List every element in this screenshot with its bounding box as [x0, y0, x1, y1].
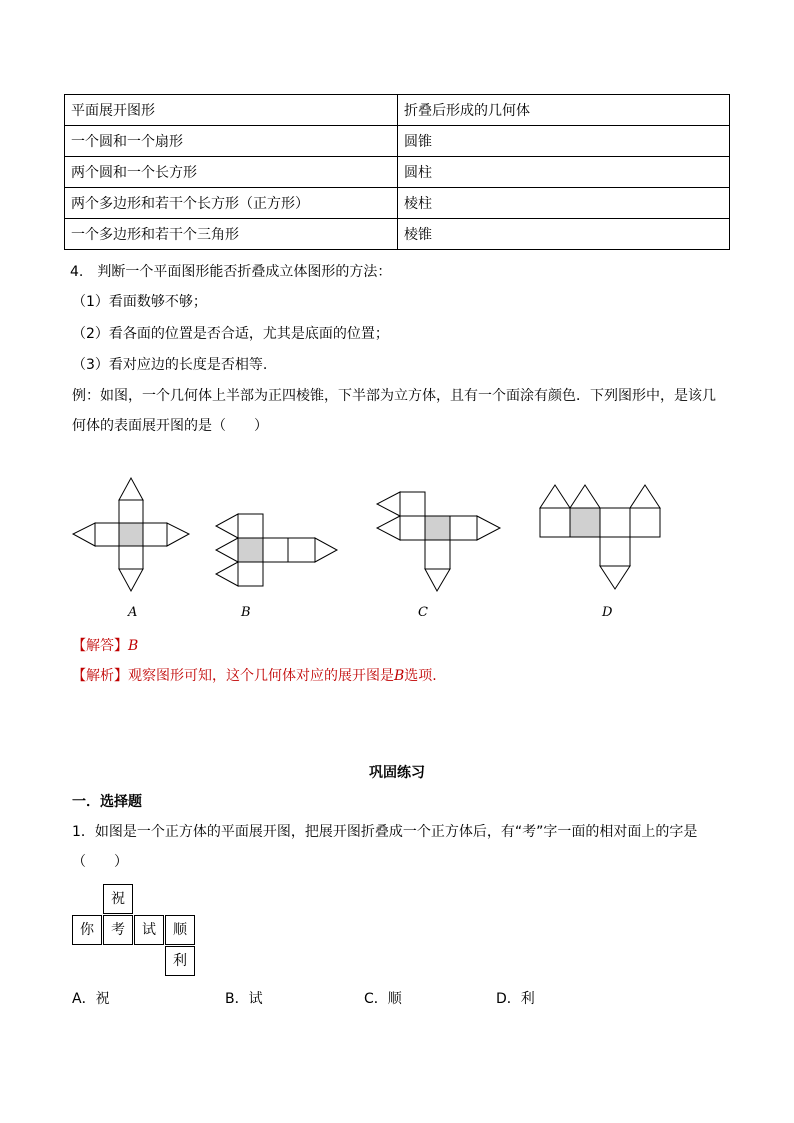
table-cell: 圆柱 — [398, 157, 730, 188]
cube-face-top: 祝 — [103, 884, 133, 914]
table-cell: 折叠后形成的几何体 — [398, 95, 730, 126]
net-d — [540, 485, 660, 589]
analysis-tag: 【解析】 — [72, 668, 128, 684]
table-cell: 两个圆和一个长方形 — [65, 157, 398, 188]
answer-tag: 【解答】 — [72, 638, 128, 654]
method-item: （2）看各面的位置是否合适，尤其是底面的位置； — [72, 326, 389, 342]
unfolding-table — [64, 94, 730, 250]
analysis-end: 选项. — [404, 668, 437, 684]
table-row — [65, 126, 730, 157]
example-text: 例：如图，一个几何体上半部为正四棱锥，下半部为立方体，且有一个面涂有颜色．下列图形中，是该几 — [72, 388, 716, 404]
net-label-b: B — [241, 605, 251, 620]
method-item: （3）看对应边的长度是否相等. — [72, 357, 268, 373]
table-row — [65, 157, 730, 188]
table-cell: 平面展开图形 — [65, 95, 398, 126]
method-item: （1）看面数够不够； — [72, 294, 207, 310]
answer-line — [72, 636, 138, 656]
table-row — [65, 219, 730, 250]
option-a[interactable]: A．祝 — [72, 991, 110, 1007]
table-cell: 棱锥 — [398, 219, 730, 250]
option-b[interactable]: B．试 — [225, 991, 263, 1007]
cube-face: 你 — [72, 915, 102, 945]
table-cell: 棱柱 — [398, 188, 730, 219]
net-a — [73, 478, 189, 591]
analysis-text: 观察图形可知，这个几何体对应的展开图是 — [128, 668, 394, 684]
cube-face-bottom: 利 — [165, 946, 195, 976]
net-c — [377, 492, 500, 591]
example-text: 何体的表面展开图的是（ ） — [72, 418, 268, 434]
net-b — [216, 514, 337, 586]
net-label-a: A — [128, 605, 138, 620]
net-label-d: D — [602, 605, 613, 620]
analysis-letter: B — [394, 668, 405, 684]
method-title: 4. 判断一个平面图形能否折叠成立体图形的方法： — [70, 264, 392, 280]
table-cell: 圆锥 — [398, 126, 730, 157]
option-c[interactable]: C．顺 — [364, 991, 402, 1007]
table-row — [65, 95, 730, 126]
cube-face: 试 — [134, 915, 164, 945]
option-d[interactable]: D．利 — [496, 991, 535, 1007]
cube-face: 顺 — [165, 915, 195, 945]
answer-value: B — [128, 638, 139, 654]
question-text: 1．如图是一个正方体的平面展开图，把展开图折叠成一个正方体后，有“考”字一面的相对面上的字是 — [72, 824, 698, 840]
question-text: （ ） — [72, 854, 128, 870]
table-row — [65, 188, 730, 219]
section-heading: 一．选择题 — [72, 794, 142, 810]
table-cell: 一个多边形和若干个三角形 — [65, 219, 398, 250]
table-cell: 一个圆和一个扇形 — [65, 126, 398, 157]
nets-figure — [0, 470, 794, 630]
analysis-line — [72, 666, 437, 686]
cube-face: 考 — [103, 915, 133, 945]
section-title: 巩固练习 — [369, 765, 425, 781]
table-cell: 两个多边形和若干个长方形（正方形） — [65, 188, 398, 219]
net-label-c: C — [418, 605, 428, 620]
